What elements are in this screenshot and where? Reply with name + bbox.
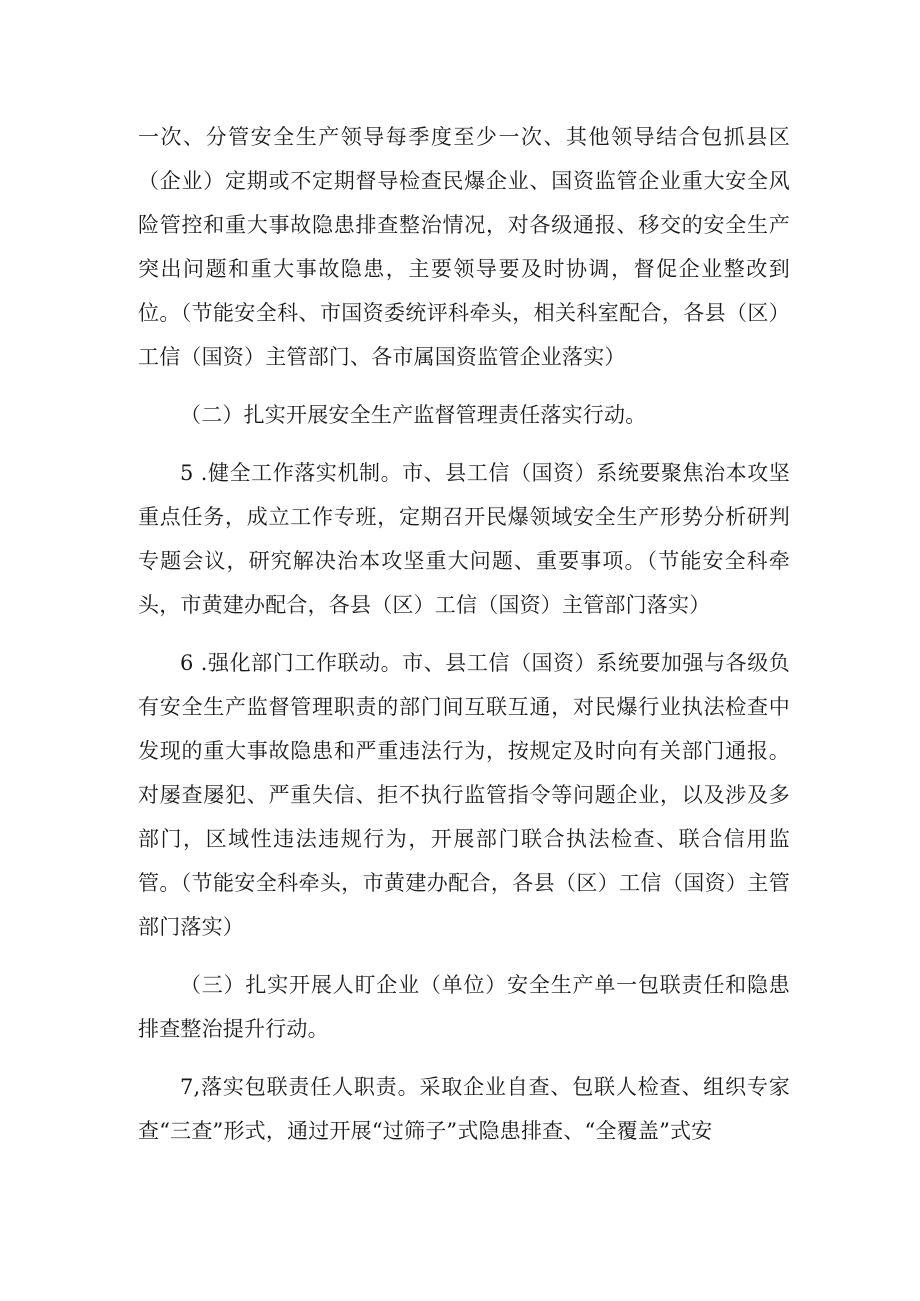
document-body [138, 115, 790, 1153]
section-heading-3: （三）扎实开展人盯企业（单位）安全生产单一包联责任和隐患排查整治提升行动。 [138, 973, 790, 1041]
paragraph-continued-text: 一次、分管安全生产领导每季度至少一次、其他领导结合包抓县区（企业）定期或不定期督导检查民爆企业、国资监管企业重大安全风险管控和重大事故隐患排查整治情况，对各级通报、移交的安全生产突出问题和重大事故隐患，主要领导要及时协调，督促企业整改到位。（节能安全科、市国资委统评科牵头，相关科室配合，各县（区）工信（国资）主管部门、各市属国资监管企业落实） [138, 125, 790, 369]
item-6-paragraph: 6 .强化部门工作联动。市、县工信（国资）系统要加强与各级负有安全生产监督管理职责的部门间互联互通，对民爆行业执法检查中发现的重大事故隐患和严重违法行为，按规定及时向有关部门通报。对屡查屡犯、严重失信、拒不执行监管指令等问题企业，以及涉及多部门，区域性违法违规行为，开展部门联合执法检查、联合信用监管。（节能安全科牵头，市黄建办配合，各县（区）工信（国资）主管部门落实） [138, 651, 790, 939]
item-7-paragraph: 7,落实包联责任人职责。采取企业自查、包联人检查、组织专家查“三查”形式，通过开展“过筛子”式隐患排查、“全覆盖”式安 [138, 1075, 790, 1143]
item-5-paragraph: 5 .健全工作落实机制。市、县工信（国资）系统要聚焦治本攻坚重点任务，成立工作专班，定期召开民爆领域安全生产形势分析研判专题会议，研究解决治本攻坚重大问题、重要事项。（节能安全科牵头，市黄建办配合，各县（区）工信（国资）主管部门落实） [138, 461, 790, 617]
section-heading-2: （二）扎实开展安全生产监督管理责任落实行动。 [180, 403, 647, 427]
